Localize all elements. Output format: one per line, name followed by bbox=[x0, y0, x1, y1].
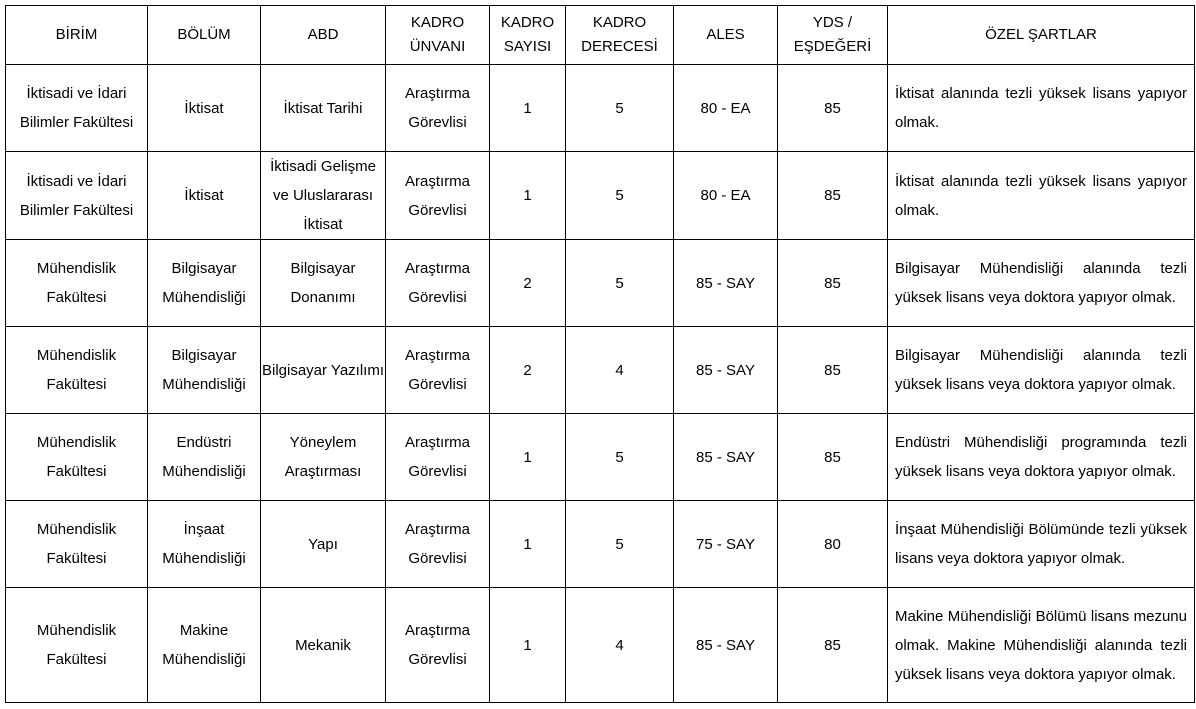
cell-ozel-sartlar: Makine Mühendisliği Bölümü lisans mezunu olmak. Makine Mühendisliği alanında tezli yüksek lisans veya doktora yapıyor olmak. bbox=[888, 588, 1195, 703]
table-row bbox=[6, 588, 1195, 703]
cell-ales: 80 - EA bbox=[674, 65, 778, 152]
table-row bbox=[6, 152, 1195, 240]
cell-kadro-derecesi: 5 bbox=[566, 65, 674, 152]
header-ozel-sartlar: ÖZEL ŞARTLAR bbox=[888, 6, 1195, 65]
cell-ales: 85 - SAY bbox=[674, 240, 778, 327]
header-birim: BİRİM bbox=[6, 6, 148, 65]
cell-abd: Mekanik bbox=[261, 588, 386, 703]
cell-birim: Mühendislik Fakültesi bbox=[6, 327, 148, 414]
header-kadro-unvani: KADRO ÜNVANI bbox=[386, 6, 490, 65]
cell-kadro-derecesi: 5 bbox=[566, 152, 674, 240]
cell-kadro-sayisi: 1 bbox=[490, 152, 566, 240]
cell-ales: 85 - SAY bbox=[674, 414, 778, 501]
cell-kadro-sayisi: 1 bbox=[490, 588, 566, 703]
cell-kadro-sayisi: 1 bbox=[490, 501, 566, 588]
cell-abd: Bilgisayar Donanımı bbox=[261, 240, 386, 327]
cell-birim: İktisadi ve İdari Bilimler Fakültesi bbox=[6, 65, 148, 152]
cell-yds: 85 bbox=[778, 588, 888, 703]
cell-kadro-unvani: Araştırma Görevlisi bbox=[386, 414, 490, 501]
cell-ozel-sartlar: İnşaat Mühendisliği Bölümünde tezli yüksek lisans veya doktora yapıyor olmak. bbox=[888, 501, 1195, 588]
cell-bolum: Endüstri Mühendisliği bbox=[148, 414, 261, 501]
cell-ozel-sartlar: Endüstri Mühendisliği programında tezli yüksek lisans veya doktora yapıyor olmak. bbox=[888, 414, 1195, 501]
cell-bolum: Makine Mühendisliği bbox=[148, 588, 261, 703]
table-row bbox=[6, 414, 1195, 501]
table-row bbox=[6, 327, 1195, 414]
cell-kadro-derecesi: 4 bbox=[566, 588, 674, 703]
cell-kadro-unvani: Araştırma Görevlisi bbox=[386, 588, 490, 703]
cell-bolum: Bilgisayar Mühendisliği bbox=[148, 327, 261, 414]
cell-birim: İktisadi ve İdari Bilimler Fakültesi bbox=[6, 152, 148, 240]
cell-bolum: İnşaat Mühendisliği bbox=[148, 501, 261, 588]
table-row bbox=[6, 65, 1195, 152]
cell-birim: Mühendislik Fakültesi bbox=[6, 240, 148, 327]
header-bolum: BÖLÜM bbox=[148, 6, 261, 65]
cell-yds: 85 bbox=[778, 414, 888, 501]
cell-ozel-sartlar: İktisat alanında tezli yüksek lisans yapıyor olmak. bbox=[888, 152, 1195, 240]
cell-bolum: Bilgisayar Mühendisliği bbox=[148, 240, 261, 327]
cell-yds: 85 bbox=[778, 327, 888, 414]
cell-ales: 75 - SAY bbox=[674, 501, 778, 588]
cell-kadro-derecesi: 4 bbox=[566, 327, 674, 414]
cell-bolum: İktisat bbox=[148, 152, 261, 240]
cell-kadro-unvani: Araştırma Görevlisi bbox=[386, 152, 490, 240]
cell-kadro-sayisi: 1 bbox=[490, 414, 566, 501]
cell-yds: 85 bbox=[778, 65, 888, 152]
cell-abd: Bilgisayar Yazılımı bbox=[261, 327, 386, 414]
cell-birim: Mühendislik Fakültesi bbox=[6, 588, 148, 703]
cell-ales: 85 - SAY bbox=[674, 588, 778, 703]
table-row bbox=[6, 501, 1195, 588]
header-kadro-sayisi: KADRO SAYISI bbox=[490, 6, 566, 65]
cell-ales: 85 - SAY bbox=[674, 327, 778, 414]
cell-ozel-sartlar: Bilgisayar Mühendisliği alanında tezli yüksek lisans veya doktora yapıyor olmak. bbox=[888, 327, 1195, 414]
cell-yds: 85 bbox=[778, 152, 888, 240]
header-ales: ALES bbox=[674, 6, 778, 65]
cell-abd: Yöneylem Araştırması bbox=[261, 414, 386, 501]
cell-abd: İktisadi Gelişme ve Uluslararası İktisat bbox=[261, 152, 386, 240]
header-yds: YDS / EŞDEĞERİ bbox=[778, 6, 888, 65]
cell-yds: 85 bbox=[778, 240, 888, 327]
cell-abd: İktisat Tarihi bbox=[261, 65, 386, 152]
positions-table bbox=[5, 5, 1195, 703]
table-row bbox=[6, 240, 1195, 327]
cell-kadro-sayisi: 2 bbox=[490, 240, 566, 327]
cell-kadro-unvani: Araştırma Görevlisi bbox=[386, 65, 490, 152]
header-kadro-derecesi: KADRO DERECESİ bbox=[566, 6, 674, 65]
cell-kadro-unvani: Araştırma Görevlisi bbox=[386, 501, 490, 588]
cell-yds: 80 bbox=[778, 501, 888, 588]
header-abd: ABD bbox=[261, 6, 386, 65]
table-header-row bbox=[6, 6, 1195, 65]
cell-kadro-unvani: Araştırma Görevlisi bbox=[386, 240, 490, 327]
cell-kadro-derecesi: 5 bbox=[566, 240, 674, 327]
cell-bolum: İktisat bbox=[148, 65, 261, 152]
cell-kadro-derecesi: 5 bbox=[566, 501, 674, 588]
cell-abd: Yapı bbox=[261, 501, 386, 588]
cell-birim: Mühendislik Fakültesi bbox=[6, 414, 148, 501]
cell-ozel-sartlar: İktisat alanında tezli yüksek lisans yapıyor olmak. bbox=[888, 65, 1195, 152]
cell-ales: 80 - EA bbox=[674, 152, 778, 240]
cell-birim: Mühendislik Fakültesi bbox=[6, 501, 148, 588]
cell-kadro-unvani: Araştırma Görevlisi bbox=[386, 327, 490, 414]
cell-ozel-sartlar: Bilgisayar Mühendisliği alanında tezli yüksek lisans veya doktora yapıyor olmak. bbox=[888, 240, 1195, 327]
cell-kadro-sayisi: 2 bbox=[490, 327, 566, 414]
cell-kadro-sayisi: 1 bbox=[490, 65, 566, 152]
document-page bbox=[5, 5, 1195, 703]
cell-kadro-derecesi: 5 bbox=[566, 414, 674, 501]
